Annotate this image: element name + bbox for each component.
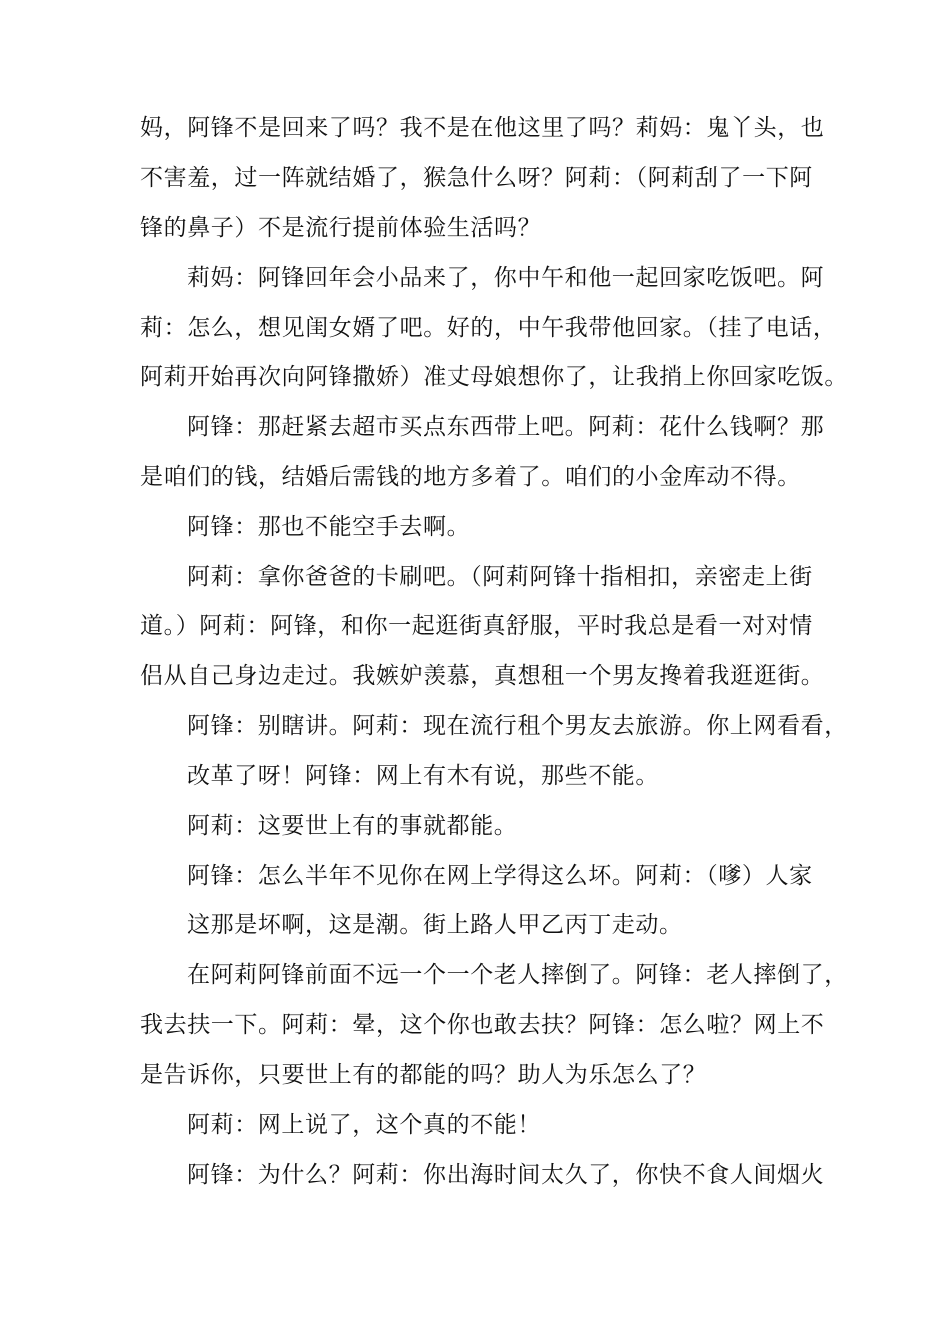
text-line: 妈，阿锋不是回来了吗？我不是在他这里了吗？莉妈：鬼丫头，也 xyxy=(140,115,825,141)
text-line: 道。）阿莉：阿锋，和你一起逛街真舒服，平时我总是看一对对情 xyxy=(140,613,813,639)
text-line: 阿锋：别瞎讲。阿莉：现在流行租个男友去旅游。你上网看看， xyxy=(187,713,848,739)
text-line: 不害羞，过一阵就结婚了，猴急什么呀？阿莉：（阿莉刮了一下阿 xyxy=(140,165,813,191)
text-line: 阿莉：这要世上有的事就都能。 xyxy=(187,813,518,839)
text-line: 阿锋：那赶紧去超市买点东西带上吧。阿莉：花什么钱啊？那 xyxy=(187,414,825,440)
text-line: 在阿莉阿锋前面不远一个一个老人摔倒了。阿锋：老人摔倒了， xyxy=(187,962,848,988)
text-line: 锋的鼻子）不是流行提前体验生活吗？ xyxy=(140,215,542,241)
text-line: 改革了呀！阿锋：网上有木有说，那些不能。 xyxy=(187,763,659,789)
text-line: 莉妈：阿锋回年会小品来了，你中午和他一起回家吃饭吧。阿 xyxy=(187,265,825,291)
text-line: 我去扶一下。阿莉：晕，这个你也敢去扶？阿锋：怎么啦？网上不 xyxy=(140,1012,825,1038)
text-line: 阿莉：拿你爸爸的卡刷吧。（阿莉阿锋十指相扣，亲密走上街 xyxy=(187,564,813,590)
text-line: 莉：怎么，想见闺女婿了吧。好的，中午我带他回家。（挂了电话， xyxy=(140,315,837,341)
text-line: 是咱们的钱，结婚后需钱的地方多着了。咱们的小金库动不得。 xyxy=(140,464,801,490)
text-line: 阿莉开始再次向阿锋撒娇）准丈母娘想你了，让我捎上你回家吃饭。 xyxy=(140,364,848,390)
text-line: 这那是坏啊，这是潮。街上路人甲乙丙丁走动。 xyxy=(187,912,683,938)
text-line: 阿锋：为什么？阿莉：你出海时间太久了，你快不食人间烟火 xyxy=(187,1162,825,1188)
text-line: 侣从自己身边走过。我嫉妒羡慕，真想租一个男友搀着我逛逛街。 xyxy=(140,663,825,689)
text-line: 是告诉你，只要世上有的都能的吗？助人为乐怎么了？ xyxy=(140,1062,707,1088)
text-line: 阿锋：怎么半年不见你在网上学得这么坏。阿莉：（嗲）人家 xyxy=(187,863,813,889)
text-line: 阿莉：网上说了，这个真的不能！ xyxy=(187,1112,541,1138)
text-line: 阿锋：那也不能空手去啊。 xyxy=(187,514,471,540)
